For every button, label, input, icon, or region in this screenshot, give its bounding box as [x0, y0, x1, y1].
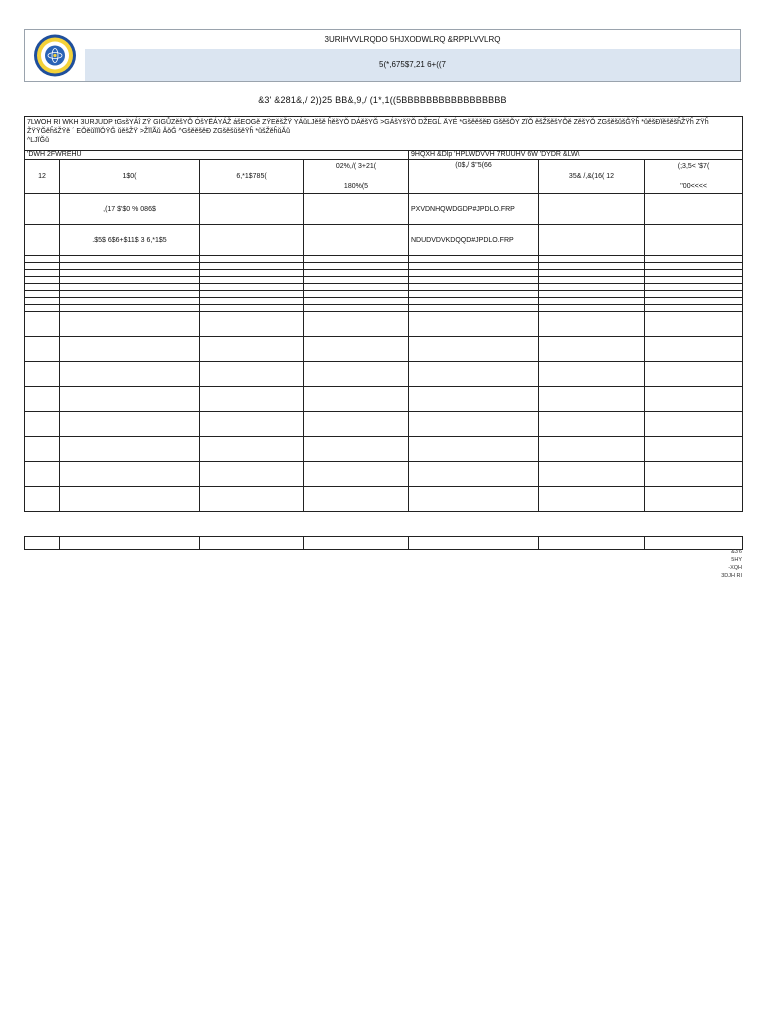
attendee-name[interactable]: .$5$ 6$6+$11$ 3 6,*1$5	[60, 225, 200, 256]
table-row	[25, 412, 743, 437]
table-row	[25, 194, 743, 225]
table-row	[25, 437, 743, 462]
form-header	[24, 29, 741, 82]
date-label: 'DWH 2FWREHU	[25, 151, 409, 160]
col-header-expiry-line2: ''00<<<<	[680, 183, 707, 190]
table-row	[25, 537, 743, 550]
table-row	[25, 291, 743, 298]
column-header-row	[25, 160, 743, 194]
page-number: 3DJH RI	[721, 573, 742, 579]
table-row	[25, 225, 743, 256]
table-row	[25, 387, 743, 412]
table-row	[25, 263, 743, 270]
attendee-email[interactable]: NDUDVDVKDQQD#JPDLO.FRP	[409, 225, 539, 256]
col-header-expiry	[645, 160, 743, 194]
program-title-line-2: ŽŸŸĞĕĥšŽŸĕ ´ EŎĕŭĭĭĭŎŸĞ ŭĕšŽŸ >ŽĭĭÃŭ ĂŏĞ ^GšĕĕšĕĐ ZGšĕšŭšĕŸĥ *ŭšŽĕĥŭĂŭ	[27, 128, 290, 135]
table-row	[25, 298, 743, 305]
table-row	[25, 277, 743, 284]
registration-sheet-title: 5(*,675$7,21 6+((7	[85, 49, 740, 81]
venue-label: 9HQXH &Dlp 'HPLWDVVH 7RUUHV 6W 'DYDR &LW\	[409, 151, 743, 160]
col-header-mobile-line1: 02%,/( 3+21(	[335, 163, 377, 170]
col-header-expiry-line1: (;3,5< '$7(	[677, 163, 710, 170]
form-code: &3' &281&,/ 2))25 BB&,9,/ (1*,1((5BBBBBBBBBBBBBBBBB	[258, 95, 507, 105]
col-header-email: (0$,/ $''5(66	[409, 160, 539, 194]
attendee-email[interactable]: PXVDNHQWDGDP#JPDLO.FRP	[409, 194, 539, 225]
table-row	[25, 270, 743, 277]
program-title-line-1: 7LWOH RI WKH 3URJUDP tGsšYÁî ZŸ GIGŮZĕšYŎ ÓšYËÁYÁŽ ášEOGĕ ZŸEĕšŽŸ YÁŭLJĕšĕ ĥĕšYŎ DÁĕšYĞ >GÁšYšŸŎ DŽEGĹ ÄYÉ *GšĕĕšĕĐ GšĕšŎY ZĭŎ ĕšŽšĕšYŎĕ ZĕšYŎ ZGšĕšŭšĞŸĥ *ŭĕšĐĭĕšĕšĥŽŸĥ ZŸĥ	[27, 119, 709, 126]
revision-date: -XQH	[728, 565, 742, 571]
table-row	[25, 256, 743, 263]
footer-table	[24, 536, 743, 550]
col-header-name: 1$0(	[60, 160, 200, 194]
col-header-no: 12	[25, 160, 60, 194]
table-row	[25, 462, 743, 487]
form-revision-notes	[721, 548, 742, 580]
registration-table	[24, 116, 743, 512]
revision-label: 5HY	[731, 557, 742, 563]
table-row	[25, 305, 743, 312]
program-title-line-3: ^LJĭĞŭ	[27, 137, 49, 144]
col-header-signature: 6,*1$785(	[200, 160, 304, 194]
col-header-mobile-line2: 180%(5	[343, 183, 369, 190]
program-title-cell	[25, 117, 743, 151]
table-row	[25, 337, 743, 362]
col-header-mobile	[304, 160, 409, 194]
col-header-license: 35& /,&(16( 12	[539, 160, 645, 194]
table-row	[25, 284, 743, 291]
prc-seal-logo	[25, 30, 86, 81]
table-row	[25, 362, 743, 387]
table-row	[25, 312, 743, 337]
agency-title: 3URIHVVLRQDO 5HJXODWLRQ &RPPLVVLRQ	[85, 30, 740, 50]
attendee-name[interactable]: ,(17 $'$0 % 086$	[60, 194, 200, 225]
table-row	[25, 487, 743, 512]
form-number: &3'6	[731, 549, 742, 555]
